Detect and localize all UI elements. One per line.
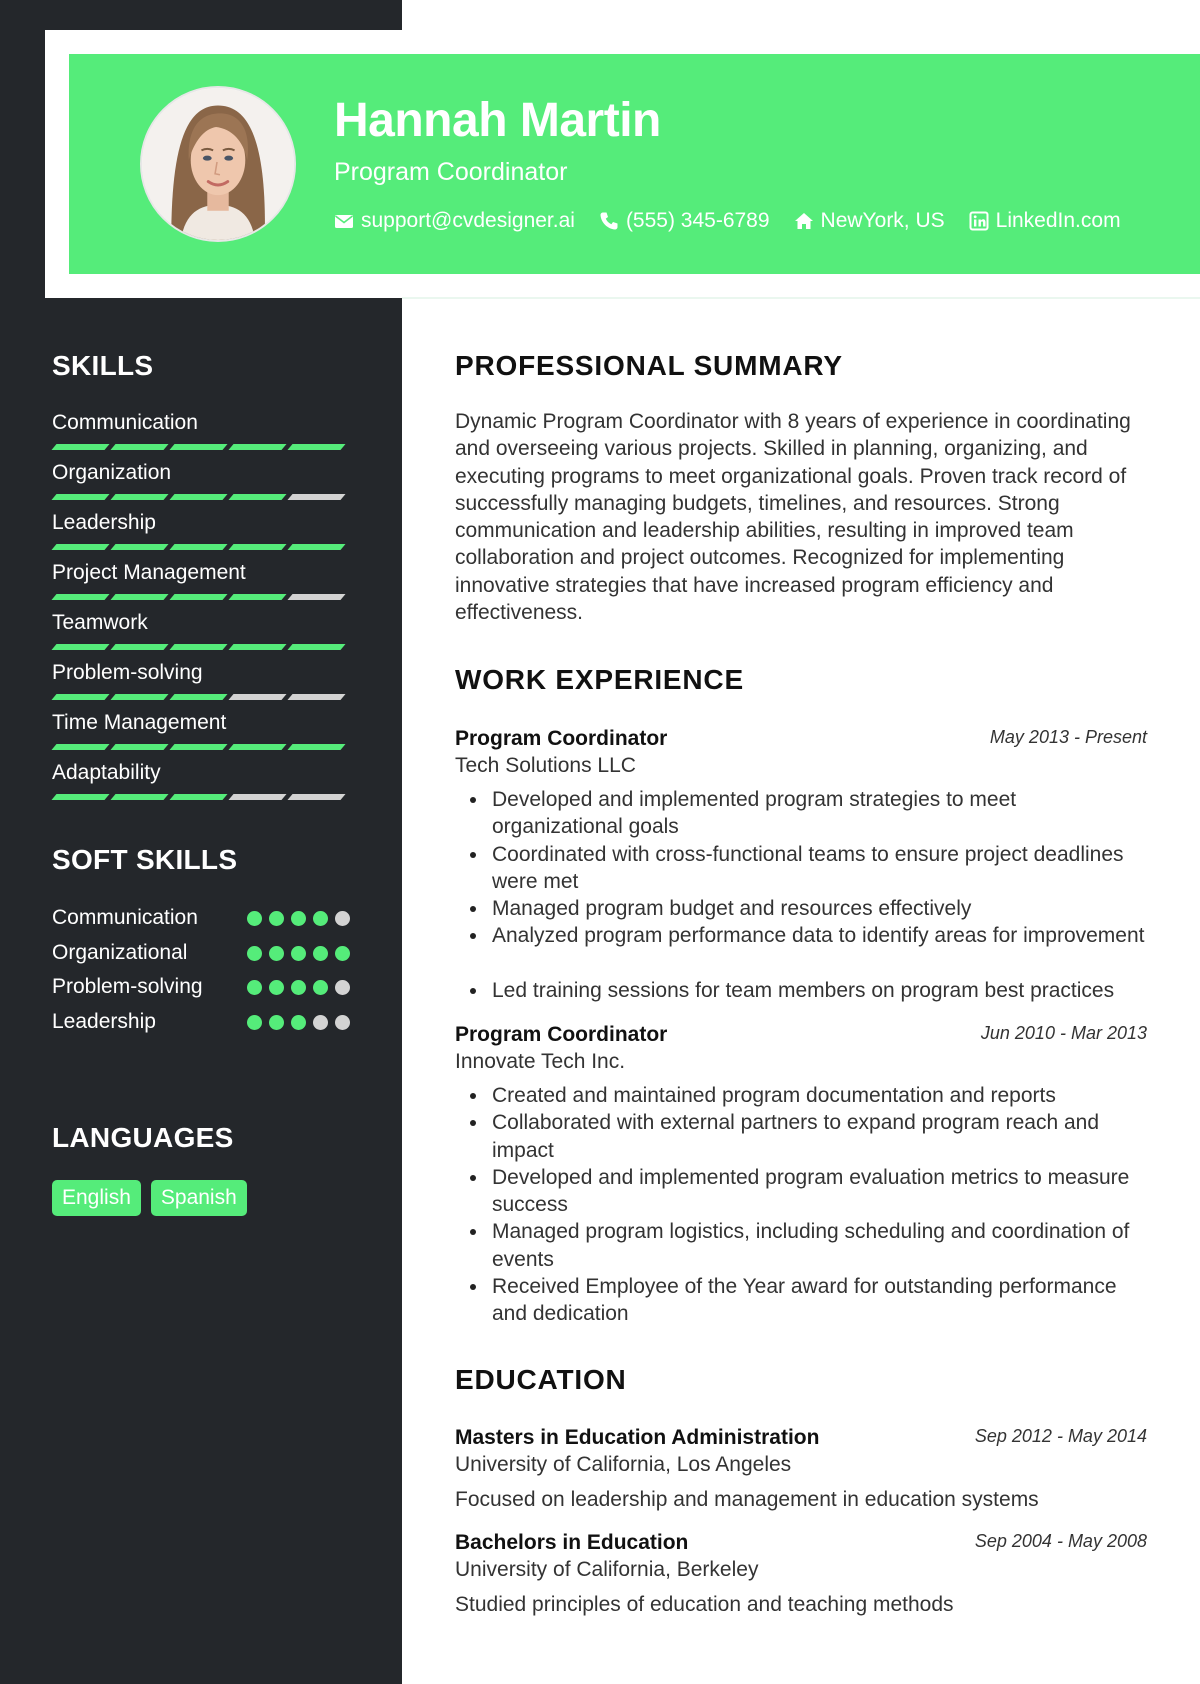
skill-bar-filled [51,694,109,700]
skill-bar-filled [287,544,345,550]
job-title: Program Coordinator [455,1023,668,1046]
rating-dot-empty [335,1015,350,1030]
skill-level-bars [54,794,343,800]
skill-label: Project Management [52,561,246,584]
skill-bar-filled [169,694,227,700]
skill-label: Leadership [52,511,156,534]
skill-bar-filled [51,594,109,600]
skill-bar-filled [228,444,286,450]
skill-bar-filled [110,694,168,700]
rating-dot-filled [291,980,306,995]
rating-dot-empty [335,980,350,995]
job-bullet: Collaborated with external partners to expand program reach and impact [455,1109,1147,1164]
contact-phone-text: (555) 345-6789 [625,209,770,232]
contact-email[interactable] [334,209,575,233]
soft-skills-list [52,903,352,1041]
school-name: University of California, Berkeley [455,1558,759,1581]
contact-bar [334,207,1121,235]
job-title: Program Coordinator [455,727,668,750]
education-description: Studied principles of education and teaching methods [455,1593,954,1616]
soft-skill-rating [247,1015,350,1030]
skill-bar-filled [110,644,168,650]
job-bullet: Led training sessions for team members on program best practices [455,977,1147,1004]
skill-bar-filled [169,544,227,550]
skill-bar-filled [51,544,109,550]
job-company: Innovate Tech Inc. [455,1050,626,1073]
rating-dot-filled [269,1015,284,1030]
soft-skill-rating [247,980,350,995]
soft-skill-label: Problem-solving [52,975,203,998]
skill-bar-empty [287,794,345,800]
rating-dot-filled [335,946,350,961]
job-bullet: Developed and implemented program evaluation metrics to measure success [455,1164,1147,1219]
degree-title: Bachelors in Education [455,1531,689,1554]
avatar [140,86,296,242]
rating-dot-filled [269,980,284,995]
skill-bar-filled [228,544,286,550]
soft-skill-item [52,903,352,938]
job-company: Tech Solutions LLC [455,754,636,777]
skill-bar-empty [287,494,345,500]
home-icon [794,211,814,231]
rating-dot-filled [247,1015,262,1030]
skill-bar-filled [287,744,345,750]
skill-label: Organization [52,461,172,484]
skill-level-bars [54,544,343,550]
skill-bar-filled [169,494,227,500]
soft-skill-label: Communication [52,906,198,929]
job-bullet: Managed program budget and resources effectively [455,895,1147,922]
skill-bar-empty [287,594,345,600]
job-bullets [455,786,1147,1004]
soft-skill-label: Leadership [52,1009,156,1033]
job-bullet: Created and maintained program documentation and reports [455,1082,1147,1109]
skill-bar-filled [169,744,227,750]
contact-linkedin-text: LinkedIn.com [995,209,1121,232]
skill-bar-empty [228,794,286,800]
contact-linkedin[interactable] [969,209,1121,233]
candidate-title: Program Coordinator [334,158,568,186]
soft-skill-item [52,938,352,973]
skill-bar-filled [287,644,345,650]
skill-label: Problem-solving [52,661,203,684]
language-chip: Spanish [151,1180,247,1216]
skill-bar-filled [51,794,109,800]
education-dates: Sep 2012 - May 2014 [974,1426,1147,1446]
skill-item [52,408,352,458]
skill-level-bars [54,494,343,500]
skill-level-bars [54,444,343,450]
skill-bar-filled [110,794,168,800]
degree-title: Masters in Education Administration [455,1426,820,1449]
skill-bar-filled [228,594,286,600]
job-bullet: Managed program logistics, including scheduling and coordination of events [455,1218,1147,1273]
job-entry [455,1021,1147,1328]
rating-dot-filled [247,911,262,926]
skill-bar-filled [110,444,168,450]
skill-bar-filled [228,494,286,500]
skill-item [52,658,352,708]
soft-skill-rating [247,911,350,926]
skill-item [52,508,352,558]
soft-skills-heading: SOFT SKILLS [52,844,238,875]
skill-item [52,458,352,508]
skill-label: Time Management [52,711,227,734]
skill-item [52,608,352,658]
soft-skill-item [52,1007,352,1042]
summary-heading: PROFESSIONAL SUMMARY [455,350,843,381]
rating-dot-filled [291,911,306,926]
job-dates: Jun 2010 - Mar 2013 [980,1023,1147,1043]
profile-photo-illustration [142,88,294,240]
skill-item [52,708,352,758]
job-dates: May 2013 - Present [989,727,1147,747]
envelope-icon [334,211,354,231]
job-bullet: Analyzed program performance data to identify areas for improvement [455,922,1147,949]
skill-bar-filled [110,544,168,550]
phone-icon [599,211,619,231]
job-bullet: Developed and implemented program strategies to meet organizational goals [455,786,1147,841]
skill-bar-filled [169,794,227,800]
skill-label: Adaptability [52,761,161,784]
rating-dot-filled [247,946,262,961]
skill-bar-empty [287,694,345,700]
contact-phone[interactable] [599,209,770,233]
skill-level-bars [54,694,343,700]
skill-bar-filled [228,644,286,650]
skill-bar-filled [287,444,345,450]
rating-dot-empty [313,1015,328,1030]
skill-label: Communication [52,411,198,434]
skill-item [52,558,352,608]
rating-dot-filled [247,980,262,995]
rating-dot-filled [291,946,306,961]
languages-heading: LANGUAGES [52,1122,234,1153]
rating-dot-filled [313,946,328,961]
rating-dot-filled [269,911,284,926]
skill-bar-filled [169,644,227,650]
school-name: University of California, Los Angeles [455,1453,792,1476]
skill-bar-filled [169,444,227,450]
linkedin-icon [969,211,989,231]
soft-skill-rating [247,946,350,961]
skill-bar-filled [110,744,168,750]
languages-list [52,1180,247,1216]
skill-bar-filled [110,494,168,500]
education-heading: EDUCATION [455,1364,627,1395]
education-description: Focused on leadership and management in education systems [455,1488,1039,1511]
skills-list [52,408,352,808]
job-entry [455,725,1147,1004]
skill-level-bars [54,594,343,600]
skill-label: Teamwork [52,611,148,634]
skill-bar-empty [228,694,286,700]
soft-skill-item [52,972,352,1007]
contact-email-text: support@cvdesigner.ai [361,209,575,232]
candidate-name: Hannah Martin [334,94,661,147]
contact-location [794,209,945,233]
skill-bar-filled [169,594,227,600]
skill-bar-filled [51,494,109,500]
rating-dot-filled [291,1015,306,1030]
skill-bar-filled [51,644,109,650]
education-dates: Sep 2004 - May 2008 [974,1531,1147,1551]
skill-bar-filled [110,594,168,600]
rating-dot-filled [269,946,284,961]
job-bullet: Received Employee of the Year award for outstanding performance and dedication [455,1273,1147,1328]
skill-bar-filled [51,444,109,450]
experience-heading: WORK EXPERIENCE [455,664,744,695]
header-divider [402,297,1200,299]
summary-text: Dynamic Program Coordinator with 8 years of experience in coordinating and overseeing various projects. Skilled in planning, organizing, and executing programs to meet organizational goals. Proven track record of successfully managing budgets, timelines, and resources. Strong communication and leadership abilities, resulting in improved team collaboration and project outcomes. Recognized for implementing innovative strategies that have increased program efficiency and effectiveness. [455,410,1131,625]
job-bullet: Coordinated with cross-functional teams to ensure project deadlines were met [455,841,1147,896]
education-entry [455,1529,1147,1618]
skill-level-bars [54,644,343,650]
rating-dot-filled [313,980,328,995]
education-entry [455,1424,1147,1513]
skill-bar-filled [228,744,286,750]
skill-level-bars [54,744,343,750]
rating-dot-filled [313,911,328,926]
job-bullets [455,1082,1147,1328]
skill-bar-filled [51,744,109,750]
skills-heading: SKILLS [52,350,154,381]
language-chip: English [52,1180,141,1216]
skill-item [52,758,352,808]
rating-dot-empty [335,911,350,926]
soft-skill-label: Organizational [52,940,188,964]
contact-location-text: NewYork, US [820,209,945,232]
